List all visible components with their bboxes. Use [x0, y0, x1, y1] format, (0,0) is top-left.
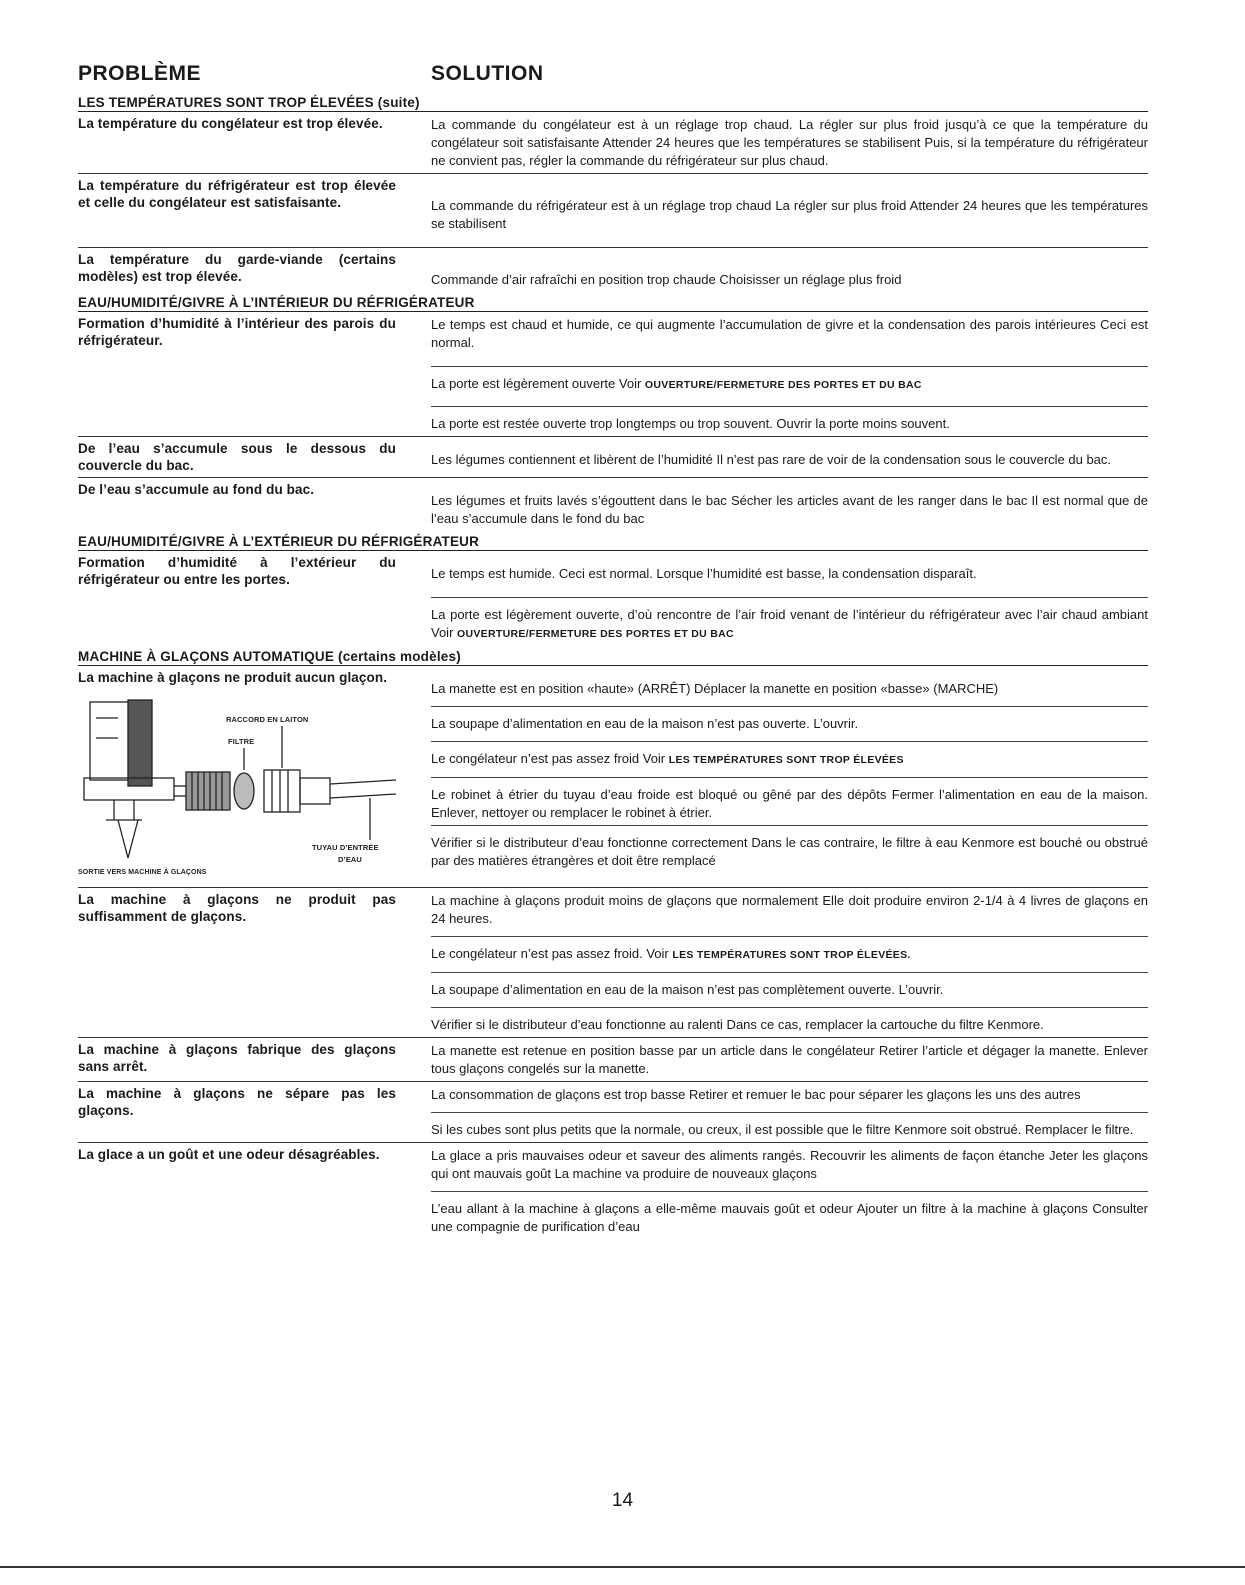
- solutions: [431, 112, 1148, 173]
- cross-reference: LES TEMPÉRATURES SONT TROP ÉLEVÉES.: [672, 949, 911, 961]
- problem-text: Formation d’humidité à l’intérieur des parois du réfrigérateur.: [78, 316, 396, 348]
- solutions: [431, 666, 1148, 887]
- solutions: [431, 174, 1148, 247]
- section-title: MACHINE À GLAÇONS AUTOMATIQUE (certains modèles): [78, 647, 1148, 666]
- cross-reference: LES TEMPÉRATURES SONT TROP ÉLEVÉES: [668, 754, 904, 766]
- problem-text: La température du réfrigérateur est trop élevée et celle du congélateur est satisfaisante.: [78, 178, 396, 210]
- solution-text: La machine à glaçons produit moins de glaçons que normalement Elle doit produire environ 2-1/4 à 4 livres de glaçons en 24 heures.: [431, 888, 1148, 937]
- problem-column-header: PROBLÈME: [78, 62, 202, 85]
- solutions: [431, 1143, 1148, 1239]
- section-title: EAU/HUMIDITÉ/GIVRE À L’EXTÉRIEUR DU RÉFRIGÉRATEUR: [78, 532, 1148, 551]
- problem-row: [78, 478, 1148, 531]
- problem-cell: [78, 666, 396, 887]
- problem-text: La machine à glaçons ne produit pas suffisamment de glaçons.: [78, 892, 396, 924]
- cross-reference: OUVERTURE/FERMETURE DES PORTES ET DU BAC: [457, 628, 734, 640]
- problem-text: Formation d’humidité à l’extérieur du réfrigérateur ou entre les portes.: [78, 555, 396, 587]
- problem-row: [78, 1038, 1148, 1082]
- problem-text: La glace a un goût et une odeur désagréables.: [78, 1147, 380, 1162]
- solution-text: [431, 746, 1148, 778]
- solutions: [431, 1038, 1148, 1081]
- problem-row: [78, 1143, 1148, 1239]
- solutions: [431, 1082, 1148, 1142]
- cross-reference: OUVERTURE/FERMETURE DES PORTES ET DU BAC: [644, 379, 922, 391]
- solution-text: La commande du congélateur est à un réglage trop chaud. La régler sur plus froid jusqu’à ce que la température du congélateur soit satisfaisante Attender 24 heures que les températures se stabilisent Puis, si la température du réfrigérateur ne convient pas, régler la commande du réfrigérateur sur plus chaud.: [431, 117, 1148, 168]
- problem-row: [78, 1082, 1148, 1143]
- diagram-label-sortie: SORTIE VERS MACHINE À GLAÇONS: [78, 869, 207, 876]
- solution-text: La consommation de glaçons est trop basse Retirer et remuer le bac pour séparer les glaçons les uns des autres: [431, 1082, 1148, 1113]
- problem-row: [78, 666, 1148, 888]
- solution-text: Les légumes contiennent et libèrent de l’humidité Il n’est pas rare de voir de la condensation sous le couvercle du bac.: [431, 452, 1112, 467]
- solutions: [431, 478, 1148, 531]
- problem-text: La machine à glaçons fabrique des glaçons sans arrêt.: [78, 1042, 396, 1074]
- problem-row: [78, 112, 1148, 174]
- solution-column-header: SOLUTION: [431, 62, 544, 85]
- problem-text: La machine à glaçons ne sépare pas les glaçons.: [78, 1086, 396, 1118]
- problem-row: [78, 888, 1148, 1038]
- valve-diagram-svg: [78, 690, 396, 880]
- diagram-label-filtre: FILTRE: [228, 737, 255, 746]
- solution-text: La manette est retenue en position basse par un article dans le congélateur Retirer l’article et dégager la manette. Enlever tous glaçons congelés sur la manette.: [431, 1043, 1148, 1076]
- problem-text: La température du garde-viande (certains modèles) est trop élevée.: [78, 252, 396, 284]
- solution-text: La manette est en position «haute» (ARRÊT) Déplacer la manette en position «basse» (MARCHE): [431, 676, 1148, 707]
- solutions: [431, 551, 1148, 646]
- solution-text-body: La porte est légèrement ouverte Voir: [431, 376, 642, 391]
- problem-row: [78, 312, 1148, 437]
- ice-maker-valve-diagram: [78, 690, 396, 884]
- solution-text: Le temps est humide. Ceci est normal. Lorsque l’humidité est basse, la condensation disparaît.: [431, 561, 1148, 598]
- problem-row: [78, 174, 1148, 248]
- solution-text: Le robinet à étrier du tuyau d’eau froide est bloqué ou gêné par des dépôts Fermer l’alimentation en eau de la maison. Enlever, nettoyer ou remplacer le robinet à étrier.: [431, 782, 1148, 826]
- solutions: [431, 888, 1148, 1037]
- solutions: [431, 248, 1148, 292]
- solution-text: Si les cubes sont plus petits que la normale, ou creux, il est possible que le filtre Kenmore soit obstrué. Remplacer le filtre.: [431, 1122, 1134, 1137]
- solution-text: L’eau allant à la machine à glaçons a elle-même mauvais goût et odeur Ajouter un filtre à la machine à glaçons Consulter une compagnie de purification d’eau: [431, 1201, 1148, 1234]
- solution-text: Commande d’air rafraîchi en position trop chaude Choisisser un réglage plus froid: [431, 272, 902, 287]
- diagram-label-raccord: RACCORD EN LAITON: [226, 715, 309, 724]
- problem-row: [78, 551, 1148, 646]
- solution-text: La porte est restée ouverte trop longtemps ou trop souvent. Ouvrir la porte moins souvent.: [431, 416, 950, 431]
- solution-text: Vérifier si le distributeur d’eau fonctionne correctement Dans le cas contraire, le filtre à eau Kenmore est bouché ou obstrué par des matières étrangères et doit être remplacé: [431, 835, 1148, 868]
- solution-text: Les légumes et fruits lavés s’égouttent dans le bac Sécher les articles avant de les ranger dans le bac Il est normal que de l’eau s’accumule dans le fond du bac: [431, 493, 1148, 526]
- solution-text-body: La porte est légèrement ouverte, d’où rencontre de l’air froid venant de l’intérieur du réfrigérateur avec l’air chaud ambiant Voir: [431, 607, 1148, 640]
- solution-text: La soupape d’alimentation en eau de la maison n’est pas complètement ouverte. L’ouvrir.: [431, 977, 1148, 1008]
- page-number: 14: [611, 1490, 634, 1511]
- problem-text: La machine à glaçons ne produit aucun glaçon.: [78, 670, 388, 685]
- solution-text-body: Le congélateur n’est pas assez froid. Voir: [431, 946, 669, 961]
- problem-text: De l’eau s’accumule sous le dessous du couvercle du bac.: [78, 441, 396, 473]
- solution-text: La commande du réfrigérateur est à un réglage trop chaud La régler sur plus froid Attender 24 heures que les températures se stabilisent: [431, 198, 1148, 231]
- solution-text: La soupape d’alimentation en eau de la maison n’est pas ouverte. L’ouvrir.: [431, 711, 1148, 742]
- solution-text: [431, 941, 1148, 973]
- solution-text: Vérifier si le distributeur d’eau fonctionne au ralenti Dans ce cas, remplacer la cartouche du filtre Kenmore.: [431, 1017, 1044, 1032]
- problem-text: De l’eau s’accumule au fond du bac.: [78, 482, 315, 497]
- bottom-divider: [0, 1566, 1245, 1568]
- solution-text: [431, 371, 1148, 407]
- solution-text: La glace a pris mauvaises odeur et saveur des aliments rangés. Recouvrir les aliments de façon étanche Jeter les glaçons qui ont mauvais goût La machine va produire de nouveaux glaçons: [431, 1143, 1148, 1192]
- solution-text-body: Le congélateur n’est pas assez froid Voir: [431, 751, 666, 766]
- diagram-label-tuyau: TUYAU D’ENTRÉE: [312, 843, 379, 852]
- problem-text: La température du congélateur est trop élevée.: [78, 116, 383, 131]
- solutions: [431, 437, 1148, 477]
- solutions: [431, 312, 1148, 436]
- solution-text: [431, 602, 1148, 646]
- column-headers: [78, 62, 1148, 92]
- diagram-label-tuyau-2: D’EAU: [338, 855, 362, 864]
- problem-row: [78, 248, 1148, 292]
- section-title: EAU/HUMIDITÉ/GIVRE À L’INTÉRIEUR DU RÉFRIGÉRATEUR: [78, 293, 1148, 312]
- section-title: LES TEMPÉRATURES SONT TROP ÉLEVÉES (suite): [78, 93, 1148, 112]
- solution-text: Le temps est chaud et humide, ce qui augmente l’accumulation de givre et la condensation des parois intérieures Ceci est normal.: [431, 312, 1148, 367]
- troubleshooting-page: [78, 62, 1148, 1239]
- problem-row: [78, 437, 1148, 478]
